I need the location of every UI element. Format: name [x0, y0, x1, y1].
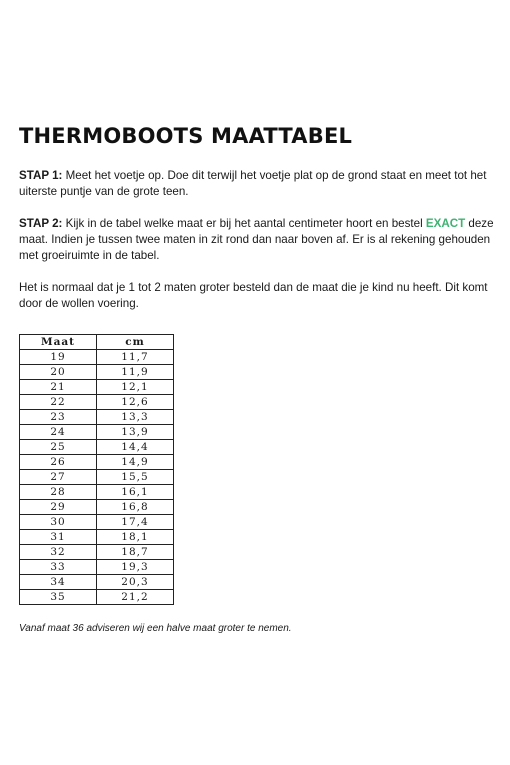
cell-cm: 11,7: [97, 350, 174, 365]
cell-cm: 13,3: [97, 410, 174, 425]
cell-cm: 17,4: [97, 515, 174, 530]
size-table-body: [20, 350, 174, 605]
table-row: [20, 410, 174, 425]
table-row: [20, 350, 174, 365]
cell-maat: 23: [20, 410, 97, 425]
cell-maat: 30: [20, 515, 97, 530]
table-row: [20, 425, 174, 440]
header-maat: Maat: [20, 335, 97, 350]
cell-maat: 24: [20, 425, 97, 440]
cell-maat: 21: [20, 380, 97, 395]
step-2-label: STAP 2:: [19, 217, 63, 230]
info-paragraph: Het is normaal dat je 1 tot 2 maten groter besteld dan de maat die je kind nu heeft. Dit komt door de wollen voering.: [19, 281, 488, 310]
cell-cm: 11,9: [97, 365, 174, 380]
cell-maat: 28: [20, 485, 97, 500]
cell-maat: 27: [20, 470, 97, 485]
cell-cm: 12,6: [97, 395, 174, 410]
cell-cm: 14,4: [97, 440, 174, 455]
table-row: [20, 500, 174, 515]
cell-cm: 12,1: [97, 380, 174, 395]
table-row: [20, 485, 174, 500]
cell-maat: 32: [20, 545, 97, 560]
cell-cm: 16,8: [97, 500, 174, 515]
size-chart-page: [19, 124, 494, 634]
cell-cm: 16,1: [97, 485, 174, 500]
table-row: [20, 560, 174, 575]
step-1-label: STAP 1:: [19, 169, 63, 182]
step-1-text: Meet het voetje op. Doe dit terwijl het voetje plat op de grond staat en meet tot het uiterste puntje van de grote teen.: [19, 169, 487, 198]
cell-maat: 29: [20, 500, 97, 515]
advice-note: Vanaf maat 36 adviseren wij een halve maat groter te nemen.: [19, 623, 292, 634]
step-2-paragraph: [19, 216, 494, 264]
cell-cm: 18,7: [97, 545, 174, 560]
cell-cm: 20,3: [97, 575, 174, 590]
cell-cm: 21,2: [97, 590, 174, 605]
cell-maat: 25: [20, 440, 97, 455]
table-row: [20, 380, 174, 395]
table-row: [20, 530, 174, 545]
cell-maat: 22: [20, 395, 97, 410]
cell-cm: 19,3: [97, 560, 174, 575]
cell-maat: 35: [20, 590, 97, 605]
cell-cm: 18,1: [97, 530, 174, 545]
table-header-row: [20, 335, 174, 350]
exact-highlight: EXACT: [425, 217, 466, 230]
table-row: [20, 440, 174, 455]
table-row: [20, 395, 174, 410]
cell-maat: 20: [20, 365, 97, 380]
page-title: THERMOBOOTS MAATTABEL: [19, 124, 353, 148]
cell-maat: 26: [20, 455, 97, 470]
table-row: [20, 575, 174, 590]
cell-maat: 31: [20, 530, 97, 545]
table-row: [20, 545, 174, 560]
cell-maat: 34: [20, 575, 97, 590]
cell-cm: 15,5: [97, 470, 174, 485]
cell-cm: 13,9: [97, 425, 174, 440]
table-row: [20, 455, 174, 470]
cell-maat: 33: [20, 560, 97, 575]
step-1-paragraph: [19, 168, 494, 200]
header-cm: cm: [97, 335, 174, 350]
table-row: [20, 470, 174, 485]
step-2-text-before: Kijk in de tabel welke maat er bij het aantal centimeter hoort en bestel: [62, 217, 426, 230]
cell-cm: 14,9: [97, 455, 174, 470]
size-table: [19, 334, 174, 605]
table-row: [20, 515, 174, 530]
table-row: [20, 590, 174, 605]
table-row: [20, 365, 174, 380]
step-2-text-after: deze maat. Indien je tussen twee maten in zit rond dan naar boven af. Er is al rekening gehouden met groeiruimte in de tabel.: [19, 217, 494, 262]
cell-maat: 19: [20, 350, 97, 365]
